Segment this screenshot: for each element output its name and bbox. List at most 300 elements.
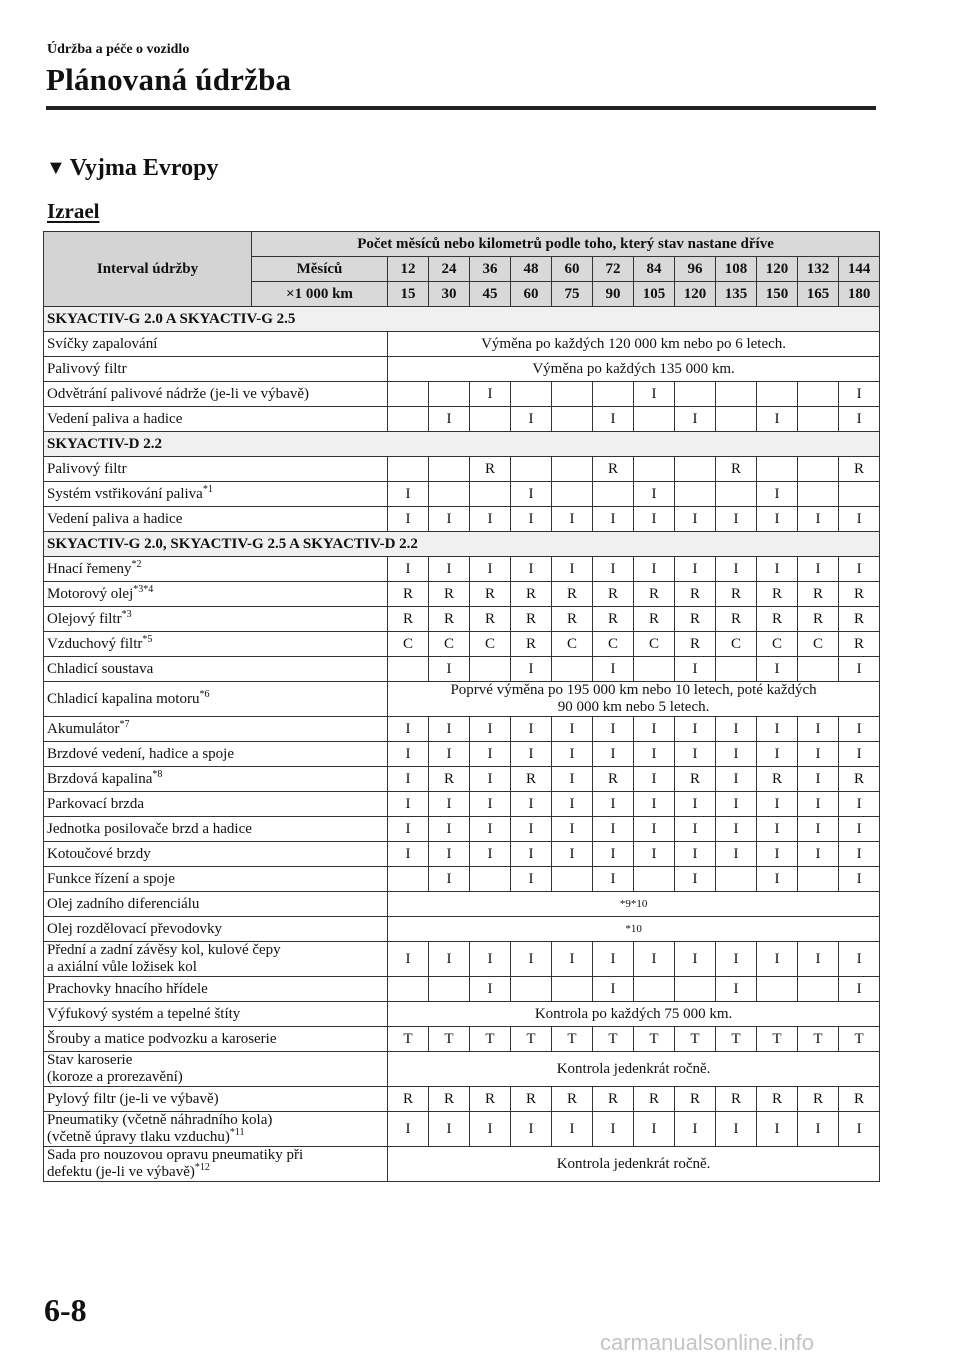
schedule-cell: I: [552, 942, 593, 977]
schedule-cell: I: [675, 717, 716, 742]
table-row: [44, 892, 880, 917]
schedule-cell: I: [388, 767, 429, 792]
table-row: [44, 817, 880, 842]
schedule-cell: I: [798, 1112, 839, 1147]
footnote-ref: *1: [202, 483, 213, 495]
item-name-cell: [44, 657, 388, 682]
schedule-cell: I: [593, 657, 634, 682]
item-name-cell: [44, 867, 388, 892]
footnote-ref: *5: [142, 633, 153, 645]
schedule-cell: I: [388, 1112, 429, 1147]
group-title: SKYACTIV-G 2.0 A SKYACTIV-G 2.5: [44, 307, 880, 332]
table-row: [44, 792, 880, 817]
schedule-cell: I: [429, 557, 470, 582]
schedule-cell: R: [675, 1087, 716, 1112]
table-row: [44, 742, 880, 767]
schedule-note: Kontrola jedenkrát ročně.: [556, 1155, 711, 1172]
months-value: 12: [388, 257, 429, 282]
schedule-cell: R: [716, 1087, 757, 1112]
item-name-cell: [44, 717, 388, 742]
schedule-cell: [675, 457, 716, 482]
schedule-cell: I: [634, 717, 675, 742]
months-value: 132: [798, 257, 839, 282]
item-name-cell: [44, 842, 388, 867]
schedule-cell: I: [388, 817, 429, 842]
schedule-note-line2: 90 000 km nebo 5 letech.: [557, 699, 710, 715]
schedule-cell: R: [757, 1087, 798, 1112]
item-name-cell: [44, 407, 388, 432]
item-name: Olejový filtr: [47, 610, 122, 627]
schedule-cell: R: [511, 607, 552, 632]
item-name-line2: defektu (je-li ve výbavě): [47, 1164, 195, 1180]
schedule-cell: I: [675, 792, 716, 817]
km-value: 180: [839, 282, 880, 307]
footnote-ref: *6: [199, 688, 210, 700]
schedule-cell: I: [511, 657, 552, 682]
item-name-cell: [44, 632, 388, 657]
table-row: [44, 842, 880, 867]
item-name: Brzdové vedení, hadice a spoje: [47, 745, 235, 762]
schedule-cell: T: [470, 1027, 511, 1052]
schedule-note-cell: [388, 917, 880, 942]
schedule-cell: I: [593, 977, 634, 1002]
schedule-cell: C: [388, 632, 429, 657]
item-name-line2: (koroze a prorezavění): [47, 1069, 183, 1085]
schedule-cell: [757, 457, 798, 482]
schedule-cell: I: [593, 742, 634, 767]
schedule-cell: R: [388, 607, 429, 632]
item-name-cell: [44, 1112, 388, 1147]
schedule-cell: [388, 657, 429, 682]
months-value: 144: [839, 257, 880, 282]
schedule-cell: R: [798, 607, 839, 632]
item-name-line1: Pneumatiky (včetně náhradního kola): [47, 1112, 273, 1128]
schedule-cell: I: [388, 792, 429, 817]
km-value: 120: [675, 282, 716, 307]
schedule-cell: I: [511, 817, 552, 842]
schedule-cell: I: [511, 792, 552, 817]
schedule-cell: I: [634, 767, 675, 792]
schedule-cell: [798, 407, 839, 432]
schedule-cell: I: [839, 792, 880, 817]
months-value: 36: [470, 257, 511, 282]
km-value: 60: [511, 282, 552, 307]
schedule-cell: I: [593, 557, 634, 582]
table-body: [44, 232, 880, 1182]
item-name-line1: Přední a zadní závěsy kol, kulové čepy: [47, 942, 281, 958]
schedule-cell: I: [757, 657, 798, 682]
schedule-cell: R: [429, 582, 470, 607]
schedule-cell: [388, 457, 429, 482]
item-name: Funkce řízení a spoje: [47, 870, 175, 887]
item-name: Výfukový systém a tepelné štíty: [47, 1005, 241, 1022]
schedule-cell: I: [552, 817, 593, 842]
schedule-cell: T: [552, 1027, 593, 1052]
schedule-cell: [634, 977, 675, 1002]
schedule-cell: I: [429, 657, 470, 682]
table-row: [44, 942, 880, 977]
item-name-cell: [44, 507, 388, 532]
schedule-cell: R: [798, 582, 839, 607]
schedule-cell: I: [798, 507, 839, 532]
item-name: Prachovky hnacího hřídele: [47, 980, 208, 997]
schedule-cell: I: [470, 817, 511, 842]
schedule-cell: [757, 977, 798, 1002]
schedule-cell: I: [552, 792, 593, 817]
schedule-cell: T: [757, 1027, 798, 1052]
schedule-cell: I: [388, 942, 429, 977]
schedule-cell: I: [388, 507, 429, 532]
km-value: 105: [634, 282, 675, 307]
schedule-cell: [716, 407, 757, 432]
item-name-cell: [44, 1052, 388, 1087]
schedule-cell: [798, 657, 839, 682]
item-name-cell: [44, 817, 388, 842]
schedule-cell: T: [798, 1027, 839, 1052]
schedule-cell: I: [839, 382, 880, 407]
schedule-cell: R: [470, 457, 511, 482]
item-name: Akumulátor: [47, 720, 120, 737]
schedule-cell: I: [716, 717, 757, 742]
schedule-cell: R: [388, 582, 429, 607]
schedule-cell: R: [511, 1087, 552, 1112]
schedule-cell: [716, 482, 757, 507]
footnote-ref: *11: [229, 1127, 245, 1138]
item-name: Vzduchový filtr: [47, 635, 143, 652]
item-name-cell: [44, 357, 388, 382]
months-value: 108: [716, 257, 757, 282]
schedule-cell: I: [511, 842, 552, 867]
item-name: Vedení paliva a hadice: [47, 410, 183, 427]
item-name-line1: Sada pro nouzovou opravu pneumatiky při: [47, 1147, 304, 1163]
item-name: Chladicí kapalina motoru: [47, 690, 200, 707]
schedule-cell: [429, 457, 470, 482]
item-name: Chladicí soustava: [47, 660, 154, 677]
interval-header: Interval údržby: [44, 232, 252, 307]
schedule-cell: I: [839, 657, 880, 682]
period-header: Počet měsíců nebo kilometrů podle toho, který stav nastane dříve: [252, 232, 880, 257]
schedule-cell: R: [511, 632, 552, 657]
item-name: Vedení paliva a hadice: [47, 510, 183, 527]
schedule-cell: I: [470, 507, 511, 532]
schedule-cell: I: [634, 742, 675, 767]
table-row: [44, 582, 880, 607]
schedule-cell: I: [675, 817, 716, 842]
item-name: Brzdová kapalina: [47, 770, 153, 787]
item-name-cell: [44, 332, 388, 357]
item-name-line2: (včetně úpravy tlaku vzduchu): [47, 1129, 230, 1145]
schedule-cell: [798, 457, 839, 482]
schedule-cell: I: [675, 742, 716, 767]
schedule-cell: R: [552, 607, 593, 632]
schedule-cell: R: [675, 767, 716, 792]
km-value: 150: [757, 282, 798, 307]
schedule-cell: I: [675, 507, 716, 532]
schedule-cell: I: [716, 767, 757, 792]
schedule-cell: I: [552, 767, 593, 792]
schedule-cell: [675, 977, 716, 1002]
schedule-cell: I: [757, 842, 798, 867]
schedule-cell: [552, 977, 593, 1002]
schedule-cell: I: [388, 742, 429, 767]
schedule-cell: C: [716, 632, 757, 657]
schedule-cell: I: [634, 507, 675, 532]
table-row: [44, 1147, 880, 1182]
schedule-cell: I: [511, 482, 552, 507]
schedule-cell: I: [470, 742, 511, 767]
schedule-cell: I: [388, 482, 429, 507]
item-name: Odvětrání palivové nádrže (je-li ve výbavě): [47, 385, 309, 402]
schedule-cell: I: [634, 557, 675, 582]
schedule-cell: I: [470, 792, 511, 817]
schedule-cell: I: [839, 557, 880, 582]
item-name-cell: [44, 767, 388, 792]
schedule-cell: [388, 867, 429, 892]
region-label: Vyjma Evropy: [69, 155, 219, 181]
km-value: 75: [552, 282, 593, 307]
schedule-cell: R: [839, 632, 880, 657]
footnote-ref: *3*4: [133, 583, 154, 595]
schedule-cell: I: [634, 817, 675, 842]
item-name-cell: [44, 742, 388, 767]
item-name-line1: Stav karoserie: [47, 1052, 133, 1068]
schedule-cell: I: [675, 867, 716, 892]
schedule-cell: R: [839, 607, 880, 632]
schedule-cell: I: [798, 817, 839, 842]
schedule-cell: I: [716, 1112, 757, 1147]
item-name: Jednotka posilovače brzd a hadice: [47, 820, 252, 837]
schedule-cell: C: [593, 632, 634, 657]
schedule-cell: [511, 457, 552, 482]
item-name-cell: [44, 1002, 388, 1027]
schedule-cell: R: [716, 582, 757, 607]
schedule-cell: T: [716, 1027, 757, 1052]
schedule-cell: [470, 657, 511, 682]
schedule-note-cell: [388, 682, 880, 717]
schedule-cell: [634, 867, 675, 892]
schedule-cell: I: [798, 742, 839, 767]
schedule-cell: I: [511, 742, 552, 767]
table-row: [44, 382, 880, 407]
schedule-cell: I: [757, 792, 798, 817]
schedule-cell: C: [634, 632, 675, 657]
schedule-cell: I: [675, 557, 716, 582]
table-row: [44, 507, 880, 532]
schedule-cell: R: [716, 607, 757, 632]
schedule-note-cell: [388, 892, 880, 917]
schedule-cell: I: [429, 717, 470, 742]
schedule-cell: [470, 482, 511, 507]
schedule-note-cell: [388, 1052, 880, 1087]
schedule-cell: T: [511, 1027, 552, 1052]
schedule-cell: I: [757, 817, 798, 842]
item-name: Palivový filtr: [47, 360, 127, 377]
schedule-cell: R: [675, 582, 716, 607]
schedule-cell: I: [511, 942, 552, 977]
schedule-cell: I: [675, 1112, 716, 1147]
schedule-cell: C: [757, 632, 798, 657]
item-name: Palivový filtr: [47, 460, 127, 477]
schedule-cell: R: [634, 1087, 675, 1112]
schedule-cell: [593, 382, 634, 407]
schedule-cell: I: [470, 977, 511, 1002]
schedule-note: Výměna po každých 120 000 km nebo po 6 letech.: [481, 335, 787, 352]
schedule-cell: [675, 382, 716, 407]
schedule-cell: [675, 482, 716, 507]
table-row: [44, 1112, 880, 1147]
schedule-cell: C: [470, 632, 511, 657]
item-name-cell: [44, 482, 388, 507]
schedule-cell: I: [429, 817, 470, 842]
item-name-cell: [44, 1087, 388, 1112]
footnote-ref: *2: [131, 558, 142, 570]
group-title: SKYACTIV-D 2.2: [44, 432, 880, 457]
schedule-cell: I: [839, 942, 880, 977]
schedule-note-cell: [388, 357, 880, 382]
schedule-cell: R: [757, 582, 798, 607]
table-row: [44, 357, 880, 382]
schedule-cell: [388, 977, 429, 1002]
item-name: Pylový filtr (je-li ve výbavě): [47, 1090, 219, 1107]
schedule-cell: I: [511, 407, 552, 432]
schedule-cell: R: [429, 607, 470, 632]
item-name-cell: [44, 792, 388, 817]
schedule-cell: R: [593, 457, 634, 482]
schedule-note-cell: [388, 332, 880, 357]
schedule-cell: I: [716, 507, 757, 532]
schedule-cell: I: [470, 1112, 511, 1147]
schedule-cell: I: [757, 742, 798, 767]
item-name-cell: [44, 682, 388, 717]
schedule-cell: [839, 482, 880, 507]
schedule-cell: I: [593, 717, 634, 742]
months-value: 60: [552, 257, 593, 282]
schedule-cell: [470, 867, 511, 892]
schedule-cell: I: [634, 1112, 675, 1147]
table-row: [44, 332, 880, 357]
schedule-cell: R: [593, 1087, 634, 1112]
schedule-cell: I: [839, 407, 880, 432]
schedule-cell: I: [757, 867, 798, 892]
region-heading: [46, 155, 218, 182]
page-title: Plánovaná údržba: [46, 62, 292, 97]
schedule-cell: I: [716, 557, 757, 582]
item-name-cell: [44, 1027, 388, 1052]
schedule-cell: I: [511, 1112, 552, 1147]
schedule-cell: I: [839, 507, 880, 532]
km-value: 90: [593, 282, 634, 307]
schedule-cell: I: [429, 842, 470, 867]
schedule-cell: I: [634, 842, 675, 867]
table-row: [44, 682, 880, 717]
schedule-cell: I: [552, 557, 593, 582]
months-value: 24: [429, 257, 470, 282]
schedule-cell: I: [511, 557, 552, 582]
schedule-cell: I: [716, 977, 757, 1002]
schedule-cell: C: [798, 632, 839, 657]
schedule-cell: I: [429, 792, 470, 817]
schedule-cell: I: [470, 942, 511, 977]
schedule-cell: R: [839, 582, 880, 607]
footnote-ref: *12: [194, 1162, 210, 1173]
schedule-cell: I: [757, 557, 798, 582]
table-row: [44, 407, 880, 432]
schedule-cell: [716, 657, 757, 682]
schedule-cell: I: [798, 792, 839, 817]
schedule-cell: I: [798, 842, 839, 867]
item-name-line2: a axiální vůle ložisek kol: [47, 959, 197, 975]
item-name-cell: [44, 607, 388, 632]
schedule-cell: I: [511, 717, 552, 742]
schedule-cell: I: [511, 867, 552, 892]
schedule-cell: [634, 457, 675, 482]
schedule-cell: T: [634, 1027, 675, 1052]
item-name-cell: [44, 457, 388, 482]
schedule-cell: I: [593, 867, 634, 892]
table-row: [44, 977, 880, 1002]
item-name: Parkovací brzda: [47, 795, 145, 812]
item-name-cell: [44, 917, 388, 942]
group-row: [44, 432, 880, 457]
item-name: Svíčky zapalování: [47, 335, 158, 352]
schedule-cell: R: [634, 582, 675, 607]
schedule-cell: I: [470, 842, 511, 867]
footnote-ref: *3: [121, 608, 132, 620]
schedule-cell: I: [429, 867, 470, 892]
schedule-cell: I: [757, 717, 798, 742]
schedule-cell: [429, 977, 470, 1002]
schedule-cell: C: [552, 632, 593, 657]
item-name-cell: [44, 557, 388, 582]
item-name-cell: [44, 1147, 388, 1182]
schedule-cell: [798, 977, 839, 1002]
schedule-cell: I: [675, 942, 716, 977]
schedule-cell: [429, 482, 470, 507]
schedule-cell: R: [593, 582, 634, 607]
schedule-cell: [716, 382, 757, 407]
schedule-cell: R: [593, 767, 634, 792]
group-title: SKYACTIV-G 2.0, SKYACTIV-G 2.5 A SKYACTIV-D 2.2: [44, 532, 880, 557]
schedule-cell: I: [839, 817, 880, 842]
km-value: 135: [716, 282, 757, 307]
section-label: Údržba a péče o vozidlo: [47, 42, 190, 57]
schedule-cell: I: [593, 942, 634, 977]
km-value: 30: [429, 282, 470, 307]
schedule-cell: T: [429, 1027, 470, 1052]
table-row: [44, 632, 880, 657]
schedule-cell: I: [798, 557, 839, 582]
schedule-cell: R: [716, 457, 757, 482]
months-value: 48: [511, 257, 552, 282]
footnote-ref: *8: [152, 768, 163, 780]
months-value: 84: [634, 257, 675, 282]
schedule-cell: I: [634, 382, 675, 407]
schedule-cell: I: [593, 792, 634, 817]
schedule-cell: I: [429, 742, 470, 767]
schedule-cell: I: [716, 842, 757, 867]
schedule-cell: I: [593, 842, 634, 867]
schedule-cell: [429, 382, 470, 407]
schedule-cell: R: [388, 1087, 429, 1112]
schedule-cell: I: [552, 507, 593, 532]
schedule-cell: I: [429, 942, 470, 977]
schedule-cell: I: [552, 842, 593, 867]
schedule-cell: I: [839, 842, 880, 867]
table-row: [44, 1087, 880, 1112]
schedule-note: *10: [625, 923, 642, 935]
schedule-cell: I: [388, 842, 429, 867]
schedule-cell: R: [839, 767, 880, 792]
